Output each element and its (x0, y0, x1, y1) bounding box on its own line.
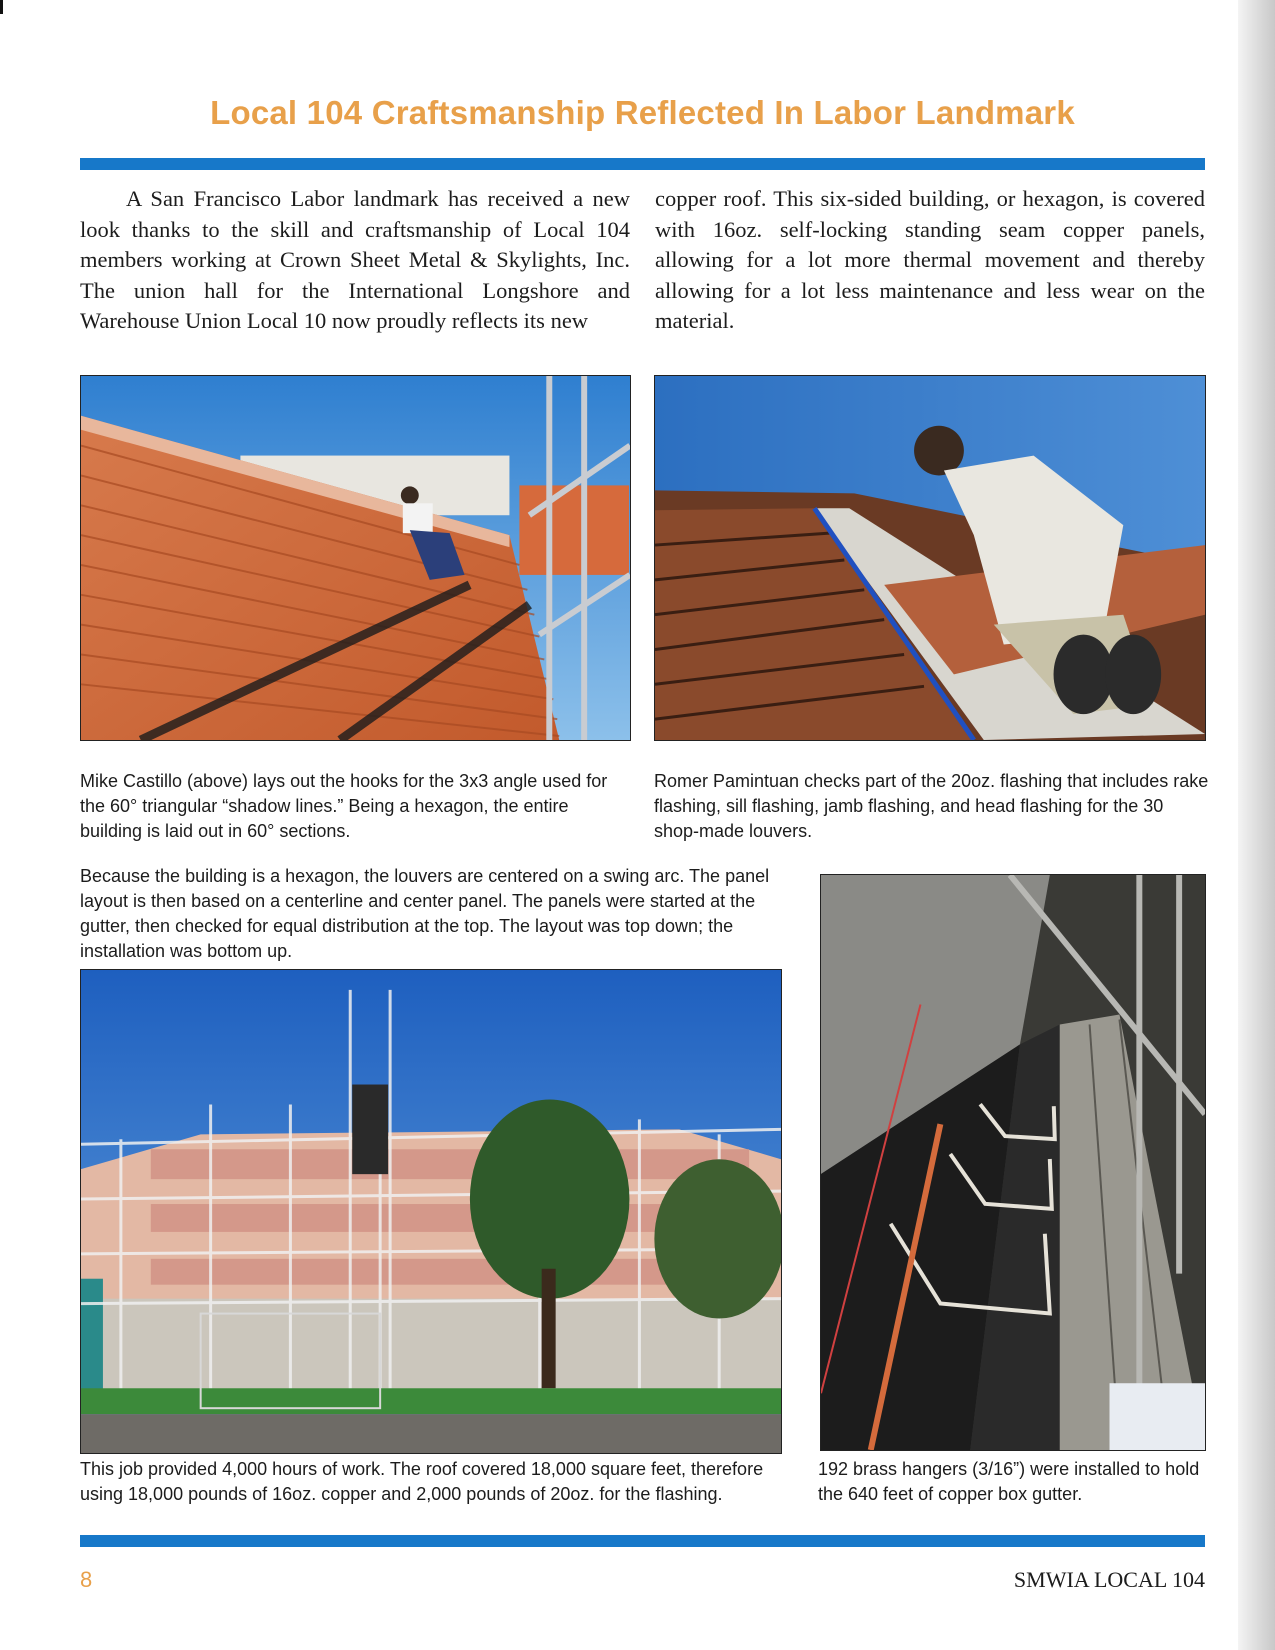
caption-panel-layout: Because the building is a hexagon, the louvers are centered on a swing arc. The panel layout is then based on a centerline and center panel. The panels were started at the gutter, then checked for equal distribution at the top. The layout was top down; the installation was bottom up. (80, 866, 770, 961)
scan-edge-mark (0, 0, 3, 14)
caption-roof-hooks: Mike Castillo (above) lays out the hooks for the 3x3 angle used for the 60° triangular “shadow lines.” Being a hexagon, the entire building is laid out in 60° sections. (80, 771, 608, 841)
publication-name: SMWIA LOCAL 104 (1013, 1567, 1205, 1592)
page-edge-shadow (1238, 0, 1275, 1650)
caption-work-hours: This job provided 4,000 hours of work. The roof covered 18,000 square feet, therefore using 18,000 pounds of 16oz. copper and 2,000 pounds of 20oz. for the flashing. (80, 1459, 764, 1504)
caption-flashing: Romer Pamintuan checks part of the 20oz. flashing that includes rake flashing, sill flashing, jamb flashing, and head flashing for the 30 shop-made louvers. (654, 771, 1209, 841)
top-divider (80, 158, 1205, 170)
photo-gutter-hangers (820, 874, 1206, 1451)
photo-roof-hooks (80, 375, 631, 741)
photo-flashing (654, 375, 1206, 741)
intro-column-left: A San Francisco Labor landmark has received a new look thanks to the skill and craftsmanship of Local 104 members working at Crown Sheet Metal & Skylights, Inc. The union hall for the International Longshore and Warehouse Union Local 10 now proudly reflects its new (80, 186, 630, 333)
photo-building-scaffold (80, 969, 782, 1454)
page-number: 8 (80, 1567, 93, 1592)
intro-column-right: copper roof. This six-sided building, or hexagon, is covered with 16oz. self-locking standing seam copper panels, allowing for a lot more thermal movement and thereby allowing for a lot less maintenance and less wear on the material. (655, 186, 1205, 333)
bottom-divider (80, 1535, 1205, 1547)
article-title: Local 104 Craftsmanship Reflected In Labor Landmark (210, 94, 1075, 131)
caption-brass-hangers: 192 brass hangers (3/16”) were installed to hold the 640 feet of copper box gutter. (818, 1459, 1200, 1504)
